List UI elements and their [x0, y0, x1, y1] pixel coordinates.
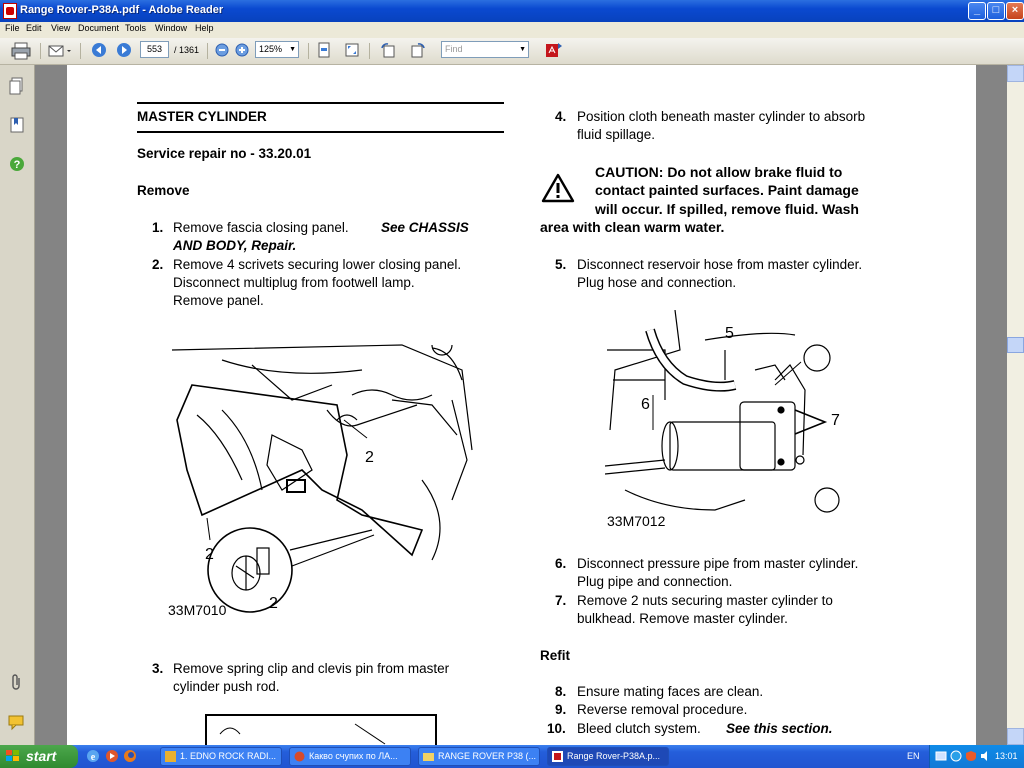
taskbar-item-browser[interactable]: [289, 747, 411, 766]
warning-icon: [541, 172, 575, 204]
menu-help[interactable]: Help: [195, 23, 214, 33]
fit-page-icon[interactable]: [316, 42, 332, 58]
step-3-line-1: Remove spring clip and clevis pin from master: [173, 661, 450, 676]
system-tray: [929, 745, 1024, 768]
rotate-left-icon[interactable]: [380, 42, 396, 58]
step-8-text: Ensure mating faces are clean.: [577, 684, 764, 699]
full-screen-icon[interactable]: [344, 42, 360, 58]
network-icon[interactable]: [935, 750, 947, 762]
volume-icon[interactable]: [980, 750, 992, 762]
security-icon[interactable]: [965, 750, 977, 762]
pdf-icon: [552, 751, 563, 762]
zoom-in-icon[interactable]: [234, 42, 250, 58]
pages-icon[interactable]: [9, 77, 25, 95]
attachments-icon[interactable]: [9, 674, 25, 692]
step-1-line-2[interactable]: AND BODY, Repair.: [173, 238, 297, 253]
step-5-line-1: Disconnect reservoir hose from master cylinder.: [577, 257, 863, 272]
find-placeholder: Find: [445, 44, 463, 54]
heading-rule-bottom: [137, 131, 504, 133]
menu-tools[interactable]: Tools: [125, 23, 147, 33]
step-6-line-2: Plug pipe and connection.: [577, 574, 733, 589]
window-title: Range Rover-P38A.pdf - Adobe Reader: [20, 4, 224, 16]
refit-heading: Refit: [540, 648, 570, 663]
find-input[interactable]: [441, 41, 529, 58]
svg-text:e: e: [90, 752, 96, 763]
figure-master-cylinder: [605, 310, 845, 530]
windows-logo-icon: [6, 750, 20, 762]
section-heading: MASTER CYLINDER: [137, 109, 267, 124]
rotate-right-icon[interactable]: [410, 42, 426, 58]
step-6-line-1: Disconnect pressure pipe from master cylinder.: [577, 556, 859, 571]
caution-line-2: contact painted surfaces. Paint damage: [595, 182, 859, 198]
language-indicator[interactable]: EN: [907, 751, 920, 761]
step-7-line-1: Remove 2 nuts securing master cylinder to: [577, 593, 833, 608]
step-number: 5.: [555, 257, 567, 272]
taskbar-item-folder[interactable]: [418, 747, 540, 766]
figure-closing-panel: [162, 340, 482, 620]
step-3-line-2: cylinder push rod.: [173, 679, 280, 694]
svg-text:?: ?: [13, 159, 21, 171]
scroll-down-button[interactable]: [1007, 728, 1024, 745]
heading-rule-top: [137, 102, 504, 104]
figure-2-code: 33M7012: [607, 513, 666, 529]
step-10-text: Bleed clutch system.: [577, 721, 701, 736]
step-number: 6.: [555, 556, 567, 571]
pdf-page: [67, 65, 976, 745]
start-label: start: [26, 748, 57, 764]
adobe-reader-icon: [3, 3, 17, 19]
taskbar: [0, 745, 1024, 768]
navigation-panel: [0, 65, 35, 745]
adobe-acrobat-icon[interactable]: [544, 42, 564, 58]
step-4-line-2: fluid spillage.: [577, 127, 656, 142]
step-number: 2.: [152, 257, 164, 272]
maximize-button[interactable]: □: [987, 2, 1005, 20]
step-number: 4.: [555, 109, 567, 124]
zoom-select[interactable]: [255, 41, 299, 58]
menu-window[interactable]: Window: [155, 23, 188, 33]
folder-icon: [423, 751, 434, 762]
step-number: 8.: [555, 684, 567, 699]
zoom-value: 125%: [259, 44, 283, 54]
step-2-line-2: Disconnect multiplug from footwell lamp.: [173, 275, 415, 290]
title-bar: [0, 0, 1024, 22]
internet-explorer-icon[interactable]: [86, 749, 100, 763]
next-page-icon[interactable]: [116, 42, 132, 58]
step-2-line-1: Remove 4 scrivets securing lower closing panel.: [173, 257, 462, 272]
email-icon[interactable]: [48, 42, 72, 60]
task-label: Range Rover-P38A.p...: [567, 751, 661, 761]
figure-2-callout-7: 7: [831, 412, 840, 429]
vertical-scrollbar[interactable]: [1007, 65, 1024, 745]
step-7-line-2: bulkhead. Remove master cylinder.: [577, 611, 788, 626]
remove-heading: Remove: [137, 183, 190, 198]
start-button[interactable]: [0, 745, 78, 768]
menu-file[interactable]: File: [5, 23, 20, 33]
step-number: 3.: [152, 661, 164, 676]
media-player-icon[interactable]: [105, 749, 119, 763]
figure-1-callout: 2: [365, 449, 374, 466]
figure-3-partial: [205, 714, 437, 745]
service-repair-number: Service repair no - 33.20.01: [137, 146, 312, 161]
comments-icon[interactable]: [8, 715, 26, 731]
step-number: 9.: [555, 702, 567, 717]
browser-icon: [294, 751, 305, 762]
scroll-up-button[interactable]: [1007, 65, 1024, 82]
previous-page-icon[interactable]: [91, 42, 107, 58]
close-button[interactable]: ×: [1006, 2, 1024, 20]
task-label: RANGE ROVER P38 (...: [438, 751, 537, 761]
step-2-line-3: Remove panel.: [173, 293, 264, 308]
caution-line-4: area with clean warm water.: [540, 219, 725, 235]
taskbar-item-adobe-reader[interactable]: [547, 747, 669, 766]
page-total: / 1361: [174, 45, 200, 55]
zoom-dropdown-icon[interactable]: ▼: [289, 46, 296, 53]
menu-document[interactable]: Document: [78, 23, 120, 33]
step-1-line-1: Remove fascia closing panel.: [173, 220, 349, 235]
step-4-line-1: Position cloth beneath master cylinder to absorb: [577, 109, 866, 124]
bookmarks-icon[interactable]: [9, 116, 25, 134]
help-icon[interactable]: [9, 156, 25, 172]
task-label: Какво счупих по ЛА...: [309, 751, 398, 761]
step-1-see-reference[interactable]: See CHASSIS: [381, 220, 469, 235]
taskbar-item-radio[interactable]: [160, 747, 282, 766]
step-number: 7.: [555, 593, 567, 608]
task-label: 1. EDNO ROCK RADI...: [180, 751, 277, 761]
figure-2-callout-6: 6: [641, 396, 650, 413]
figure-1-callout: 2: [269, 595, 278, 612]
caution-line-1: CAUTION: Do not allow brake fluid to: [595, 164, 843, 180]
zoom-out-icon[interactable]: [214, 42, 230, 58]
step-number: 10.: [547, 721, 566, 736]
print-icon[interactable]: [11, 42, 31, 60]
find-dropdown-icon[interactable]: ▼: [519, 46, 526, 53]
menu-edit[interactable]: Edit: [26, 23, 42, 33]
winamp-icon: [165, 751, 176, 762]
firefox-icon[interactable]: [123, 749, 137, 763]
skype-icon[interactable]: [950, 750, 962, 762]
step-9-text: Reverse removal procedure.: [577, 702, 748, 717]
page-number-input[interactable]: 553: [140, 41, 169, 58]
figure-1-callout: 2: [205, 546, 214, 563]
figure-2-callout-5: 5: [725, 325, 734, 342]
menu-view[interactable]: View: [51, 23, 71, 33]
minimize-button[interactable]: _: [968, 2, 986, 20]
scroll-thumb[interactable]: [1007, 337, 1024, 353]
toolbar: [0, 38, 1024, 65]
step-10-see-reference[interactable]: See this section.: [726, 721, 833, 736]
step-5-line-2: Plug hose and connection.: [577, 275, 737, 290]
caution-line-3: will occur. If spilled, remove fluid. Wash: [595, 201, 859, 217]
step-number: 1.: [152, 220, 164, 235]
figure-1-code: 33M7010: [168, 602, 227, 618]
menu-bar: [0, 22, 1024, 39]
clock[interactable]: 13:01: [995, 751, 1018, 761]
